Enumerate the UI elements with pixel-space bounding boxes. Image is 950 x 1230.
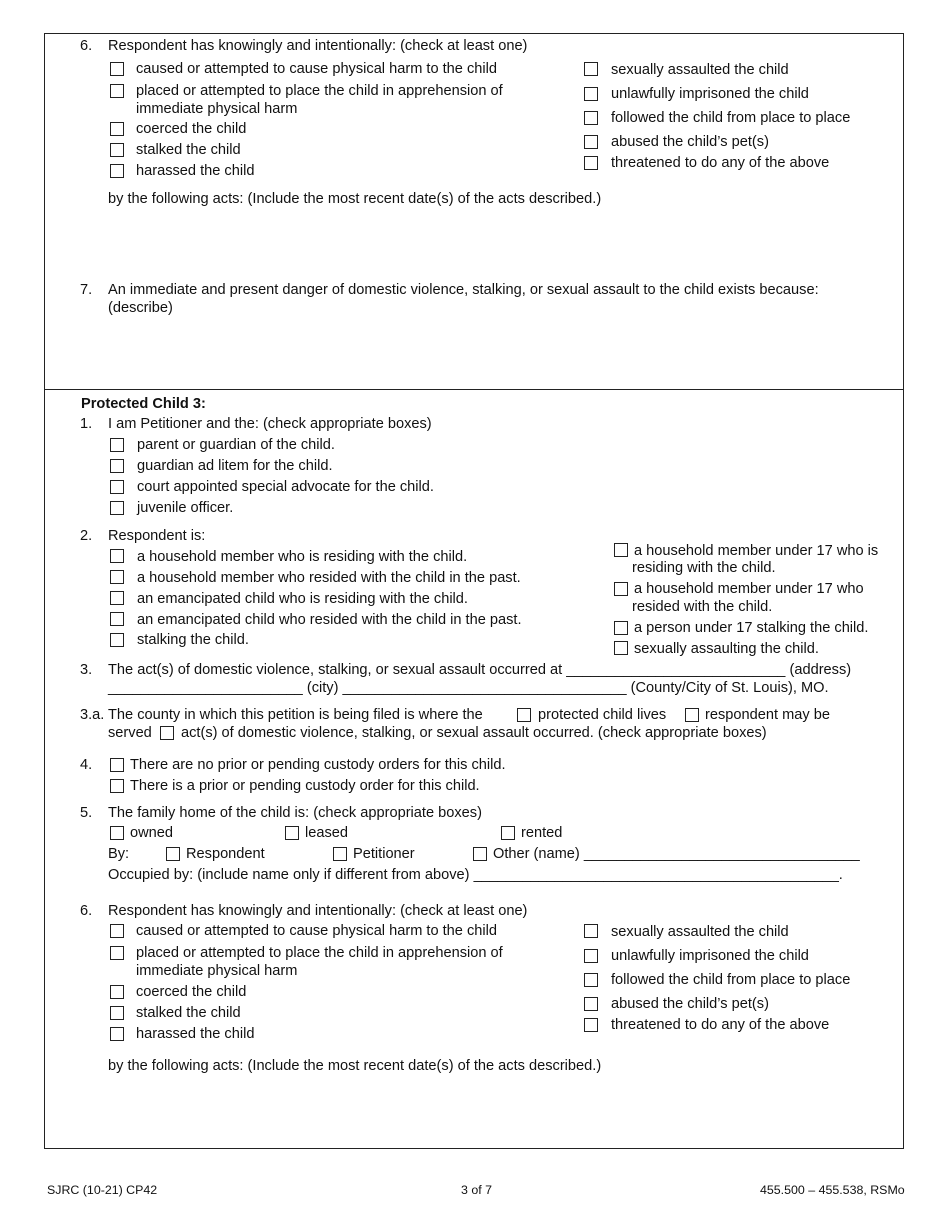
checkbox-under17-resided[interactable]: [614, 582, 628, 596]
checkbox-acts-occurred[interactable]: [160, 726, 174, 740]
checkbox-stalking[interactable]: [110, 633, 124, 647]
option-label: Respondent: [186, 846, 265, 862]
checkbox-household-residing[interactable]: [110, 549, 124, 563]
option-label: a household member who is residing with the child.: [137, 549, 468, 565]
item-number: 2.: [80, 528, 93, 544]
option-label-continued: immediate physical harm: [136, 101, 298, 117]
option-label: parent or guardian of the child.: [137, 437, 335, 453]
checkbox-abused-pets[interactable]: [584, 997, 598, 1011]
option-label-continued: resided with the child.: [632, 599, 773, 615]
item6-prompt: Respondent has knowingly and intentionally: (check at least one): [108, 38, 528, 54]
option-label: act(s) of domestic violence, stalking, or sexual assault occurred. (check appropriate boxes): [181, 725, 767, 741]
checkbox-under17-stalking[interactable]: [614, 621, 628, 635]
location-city-county-line[interactable]: ________________________ (city) ___________________________________ (County/City of St. Louis), MO.: [108, 680, 829, 696]
checkbox-physical-harm[interactable]: [110, 62, 124, 76]
item6-prompt: Respondent has knowingly and intentionally: (check at least one): [108, 903, 528, 919]
item1-prompt: I am Petitioner and the: (check appropriate boxes): [108, 416, 432, 432]
option-label: a household member under 17 who: [634, 581, 864, 597]
checkbox-abused-pets[interactable]: [584, 135, 598, 149]
checkbox-juvenile-officer[interactable]: [110, 501, 124, 515]
acts-instruction: by the following acts: (Include the most recent date(s) of the acts described.): [108, 1058, 602, 1074]
checkbox-custody-order[interactable]: [110, 779, 124, 793]
option-label: leased: [305, 825, 349, 841]
checkbox-imprisoned[interactable]: [584, 949, 598, 963]
option-label: Petitioner: [353, 846, 415, 862]
checkbox-coerced[interactable]: [110, 122, 124, 136]
checkbox-child-lives[interactable]: [517, 708, 531, 722]
by-label: By:: [108, 846, 130, 862]
item-number: 1.: [80, 416, 93, 432]
item-number: 5.: [80, 805, 93, 821]
checkbox-harassed[interactable]: [110, 1027, 124, 1041]
item-number: 3.a.: [80, 707, 105, 723]
checkbox-emancipated-resided[interactable]: [110, 612, 124, 626]
option-label: sexually assaulted the child: [611, 62, 789, 78]
option-label: followed the child from place to place: [611, 110, 851, 126]
checkbox-parent-guardian[interactable]: [110, 438, 124, 452]
danger-prompt-cont: (describe): [108, 300, 173, 316]
checkbox-sexually-assaulted[interactable]: [584, 62, 598, 76]
option-label: owned: [130, 825, 174, 841]
danger-prompt: An immediate and present danger of domestic violence, stalking, or sexual assault to the child exists because:: [108, 282, 819, 298]
option-label: placed or attempted to place the child in apprehension of: [136, 83, 503, 99]
section-heading: Protected Child 3:: [81, 396, 206, 412]
checkbox-stalked[interactable]: [110, 1006, 124, 1020]
option-label: unlawfully imprisoned the child: [611, 948, 809, 964]
form-id: SJRC (10-21) CP42: [47, 1183, 158, 1197]
checkbox-coerced[interactable]: [110, 985, 124, 999]
checkbox-sexually-assaulting[interactable]: [614, 641, 628, 655]
checkbox-rented[interactable]: [501, 826, 515, 840]
checkbox-followed[interactable]: [584, 973, 598, 987]
checkbox-apprehension[interactable]: [110, 84, 124, 98]
county-prompt: The county in which this petition is being filed is where the: [108, 707, 483, 723]
checkbox-special-advocate[interactable]: [110, 480, 124, 494]
option-label: stalked the child: [136, 142, 241, 158]
option-label: abused the child’s pet(s): [611, 134, 769, 150]
checkbox-by-respondent[interactable]: [166, 847, 180, 861]
item-number: 4.: [80, 757, 93, 773]
option-label: a person under 17 stalking the child.: [634, 620, 869, 636]
checkbox-household-resided[interactable]: [110, 570, 124, 584]
option-label: coerced the child: [136, 984, 247, 1000]
occupied-by-field[interactable]: Occupied by: (include name only if different from above) _____________________________________________.: [108, 867, 843, 883]
checkbox-by-petitioner[interactable]: [333, 847, 347, 861]
option-label: sexually assaulting the child.: [634, 641, 819, 657]
checkbox-no-custody-orders[interactable]: [110, 758, 124, 772]
option-label: caused or attempted to cause physical harm to the child: [136, 923, 497, 939]
option-label: threatened to do any of the above: [611, 155, 830, 171]
option-label: protected child lives: [538, 707, 667, 723]
option-label: a household member who resided with the child in the past.: [137, 570, 521, 586]
option-label: placed or attempted to place the child in apprehension of: [136, 945, 503, 961]
option-label: stalking the child.: [137, 632, 249, 648]
item2-prompt: Respondent is:: [108, 528, 206, 544]
location-address-line[interactable]: The act(s) of domestic violence, stalking, or sexual assault occurred at ___________________________ (address): [108, 662, 852, 678]
item5-prompt: The family home of the child is: (check appropriate boxes): [108, 805, 482, 821]
option-label: followed the child from place to place: [611, 972, 851, 988]
option-label: threatened to do any of the above: [611, 1017, 830, 1033]
option-label-continued: residing with the child.: [632, 560, 776, 576]
checkbox-owned[interactable]: [110, 826, 124, 840]
option-label: coerced the child: [136, 121, 247, 137]
option-label: court appointed special advocate for the child.: [137, 479, 434, 495]
checkbox-followed[interactable]: [584, 111, 598, 125]
other-name-field[interactable]: Other (name) __________________________________: [493, 846, 860, 862]
checkbox-threatened[interactable]: [584, 156, 598, 170]
checkbox-physical-harm[interactable]: [110, 924, 124, 938]
checkbox-by-other[interactable]: [473, 847, 487, 861]
option-label: There are no prior or pending custody orders for this child.: [130, 757, 506, 773]
item-number: 7.: [80, 282, 93, 298]
option-label: There is a prior or pending custody order for this child.: [130, 778, 480, 794]
checkbox-leased[interactable]: [285, 826, 299, 840]
checkbox-harassed[interactable]: [110, 164, 124, 178]
option-label: caused or attempted to cause physical harm to the child: [136, 61, 497, 77]
acts-instruction: by the following acts: (Include the most recent date(s) of the acts described.): [108, 191, 602, 207]
checkbox-guardian-ad-litem[interactable]: [110, 459, 124, 473]
checkbox-stalked[interactable]: [110, 143, 124, 157]
checkbox-threatened[interactable]: [584, 1018, 598, 1032]
option-label: harassed the child: [136, 163, 255, 179]
checkbox-respondent-served[interactable]: [685, 708, 699, 722]
item-number: 3.: [80, 662, 93, 678]
option-label: abused the child’s pet(s): [611, 996, 769, 1012]
checkbox-sexually-assaulted[interactable]: [584, 924, 598, 938]
option-label: sexually assaulted the child: [611, 924, 789, 940]
option-label: unlawfully imprisoned the child: [611, 86, 809, 102]
option-label: harassed the child: [136, 1026, 255, 1042]
item-number: 6.: [80, 38, 93, 54]
option-label: an emancipated child who is residing with the child.: [137, 591, 468, 607]
statute-reference: 455.500 – 455.538, RSMo: [760, 1183, 905, 1197]
checkbox-under17-residing[interactable]: [614, 543, 628, 557]
option-label: juvenile officer.: [137, 500, 234, 516]
option-label: rented: [521, 825, 563, 841]
item-number: 6.: [80, 903, 93, 919]
option-label: an emancipated child who resided with the child in the past.: [137, 612, 522, 628]
page-number: 3 of 7: [461, 1183, 493, 1197]
section-divider: [44, 389, 904, 390]
option-label-continued: served: [108, 725, 152, 741]
checkbox-apprehension[interactable]: [110, 946, 124, 960]
option-label: guardian ad litem for the child.: [137, 458, 333, 474]
checkbox-emancipated-residing[interactable]: [110, 591, 124, 605]
option-label: stalked the child: [136, 1005, 241, 1021]
option-label: respondent may be: [705, 707, 830, 723]
option-label: a household member under 17 who is: [634, 543, 879, 559]
option-label-continued: immediate physical harm: [136, 963, 298, 979]
checkbox-imprisoned[interactable]: [584, 87, 598, 101]
